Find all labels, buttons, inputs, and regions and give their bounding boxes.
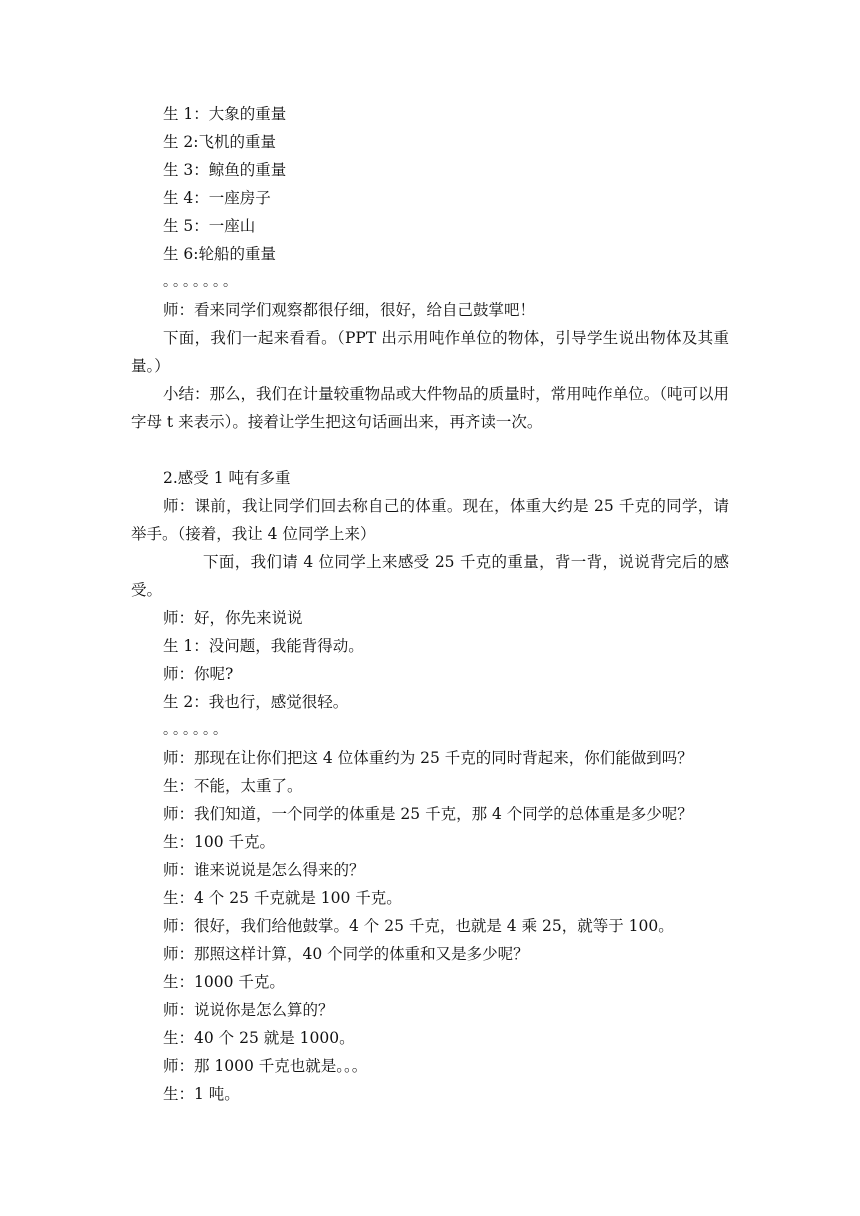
- paragraph: 生：40 个 25 就是 1000。: [163, 1029, 355, 1047]
- paragraph: 生：4 个 25 千克就是 100 千克。: [163, 889, 402, 907]
- paragraph: 师：那 1000 千克也就是。。。: [163, 1057, 368, 1075]
- paragraph: 师：谁来说说是怎么得来的？: [163, 861, 365, 879]
- paragraph: 生：100 千克。: [163, 833, 276, 851]
- paragraph: 下面，我们一起来看看。（PPT 出示用吨作单位的物体，引导学生说出物体及其重量。）: [131, 329, 729, 375]
- paragraph: 师：我们知道，一个同学的体重是 25 千克，那 4 个同学的总体重是多少呢？: [163, 805, 693, 823]
- paragraph: 生 2:飞机的重量: [163, 133, 277, 151]
- section-gap: [131, 436, 729, 464]
- paragraph: 生 4：一座房子: [163, 189, 271, 207]
- paragraph: 师：好，你先来说说: [163, 609, 303, 627]
- paragraph: 师：很好，我们给他鼓掌。4 个 25 千克，也就是 4 乘 25，就等于 100。: [163, 917, 674, 935]
- ellipsis-line: 。。。。。。。: [163, 274, 240, 290]
- summary-paragraph: 小结：那么，我们在计量较重物品或大件物品的质量时，常用吨作单位。（吨可以用字母 t 来表示）。接着让学生把这句话画出来，再齐读一次。: [131, 385, 729, 431]
- paragraph: 生 5：一座山: [163, 217, 256, 235]
- paragraph: 师：说说你是怎么算的？: [163, 1001, 334, 1019]
- paragraph: 生：1 吨。: [163, 1085, 240, 1103]
- ellipsis-line: 。。。。。。: [163, 722, 230, 738]
- paragraph: 师：看来同学们观察都很仔细，很好，给自己鼓掌吧！: [163, 301, 536, 319]
- paragraph: 师：课前，我让同学们回去称自己的体重。现在，体重大约是 25 千克的同学，请举手。（接着，我让 4 位同学上来）: [131, 497, 729, 543]
- indented-paragraph: 下面，我们请 4 位同学上来感受 25 千克的重量，背一背，说说背完后的感受。: [131, 553, 729, 599]
- paragraph: 生：1000 千克。: [163, 973, 285, 991]
- paragraph: 师：那照这样计算，40 个同学的体重和又是多少呢？: [163, 945, 529, 963]
- document-body: [131, 100, 729, 1108]
- paragraph: 生：不能，太重了。: [163, 777, 303, 795]
- paragraph: 生 1：大象的重量: [163, 105, 287, 123]
- paragraph: 生 1：没问题，我能背得动。: [163, 637, 364, 655]
- section-heading: 2.感受 1 吨有多重: [163, 469, 291, 487]
- paragraph: 生 3：鲸鱼的重量: [163, 161, 287, 179]
- paragraph: 生 6:轮船的重量: [163, 245, 277, 263]
- paragraph: 生 2：我也行，感觉很轻。: [163, 693, 349, 711]
- paragraph: 师：你呢?: [163, 665, 234, 683]
- paragraph: 师：那现在让你们把这 4 位体重约为 25 千克的同时背起来，你们能做到吗？: [163, 749, 693, 767]
